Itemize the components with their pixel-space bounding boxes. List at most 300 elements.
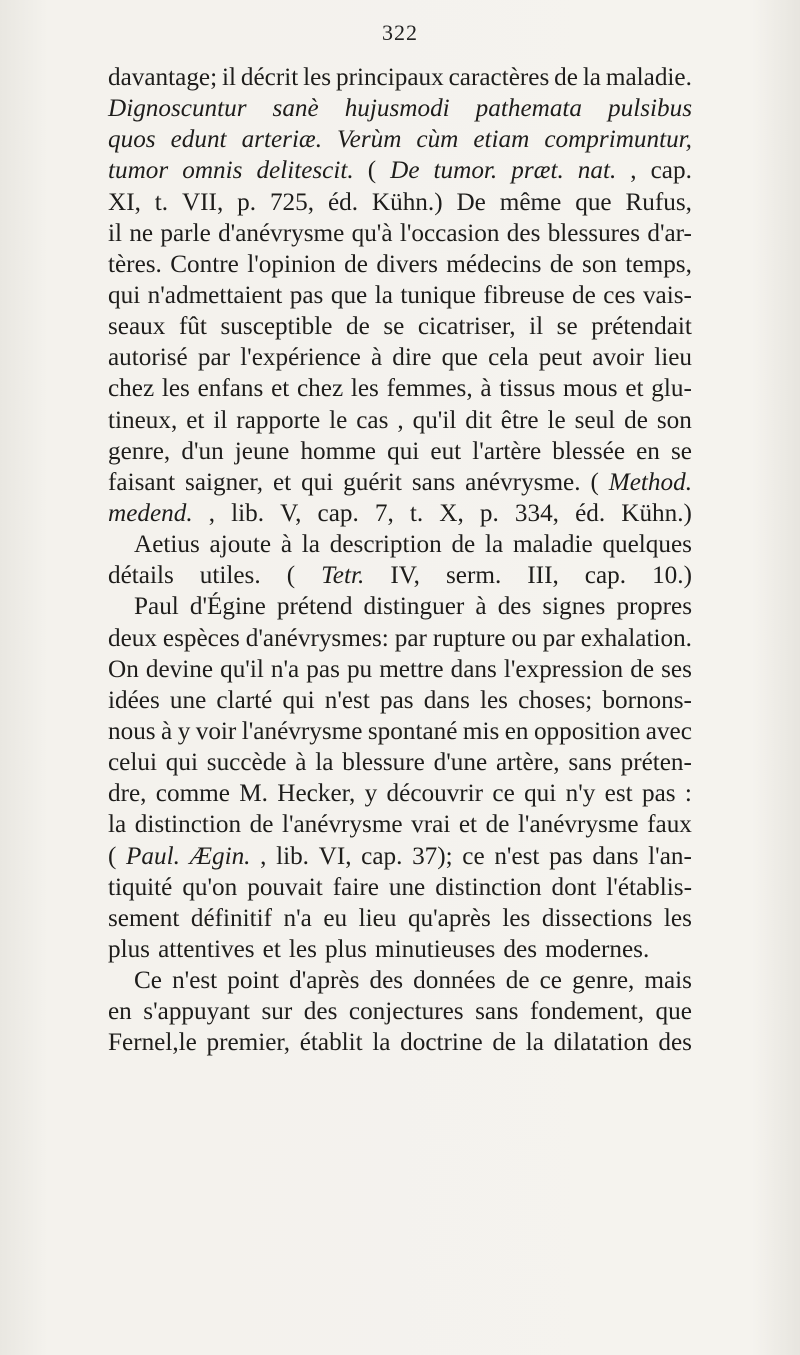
text-word: la (374, 281, 393, 309)
text-word: d'Égine (189, 593, 266, 621)
text-word: exhalation. (580, 624, 692, 652)
text-word: Contre (170, 250, 239, 278)
text-line (108, 529, 692, 560)
text-word: la (301, 531, 320, 559)
text-word: qu'il (412, 406, 457, 434)
text-word: n'est (172, 967, 218, 995)
text-word: Rufus, (625, 188, 692, 216)
text-word: 10.) (652, 562, 692, 590)
text-word: et (458, 811, 478, 839)
text-word: seul (574, 406, 616, 434)
text-word: , (397, 406, 404, 434)
text-word: minutieuses (375, 935, 496, 963)
text-line (108, 373, 692, 404)
text-word: serm. (446, 562, 502, 590)
text-word: faux (647, 811, 692, 839)
text-word: de (451, 531, 476, 559)
text-word: III, (527, 562, 559, 590)
text-word: eut (430, 437, 462, 465)
text-word: de (505, 967, 530, 995)
text-word: cap. (650, 157, 692, 185)
text-word: qu'à (351, 219, 393, 247)
text-word: dire (392, 344, 432, 372)
text-word: une (169, 686, 207, 714)
body-text (108, 62, 692, 1059)
text-word: la (582, 64, 601, 91)
text-word: de (249, 811, 274, 839)
text-line (108, 124, 692, 155)
text-word: de (492, 1029, 517, 1057)
text-word: une (388, 873, 426, 901)
text-line (108, 903, 692, 934)
text-word: autorisé (108, 344, 188, 372)
text-word: ce (462, 842, 485, 870)
text-word: fût (178, 313, 207, 341)
text-word: femmes, (386, 375, 473, 403)
text-word: Aetius (134, 531, 200, 559)
text-word: pas (641, 780, 676, 808)
text-word: Kühn.) (371, 188, 443, 216)
text-word: des (506, 219, 541, 247)
text-word: n'est (324, 686, 370, 714)
text-word: Hecker, (277, 780, 356, 808)
text-word: prétend (276, 593, 353, 621)
text-word: espèces (162, 624, 240, 652)
text-word: cap. (317, 499, 359, 527)
text-word: nous (108, 717, 156, 745)
text-word: dont (551, 873, 597, 901)
text-word: se (383, 313, 405, 341)
text-line (108, 342, 692, 373)
text-word: et (272, 468, 292, 496)
text-line (108, 218, 692, 249)
text-word: 334, (514, 499, 559, 527)
text-word: s'appuyant (143, 998, 250, 1026)
text-word: l'expression (503, 655, 624, 683)
text-word: son (656, 406, 692, 434)
text-word: de (624, 406, 648, 434)
text-word: préten- (620, 749, 692, 777)
text-word: peut (538, 344, 583, 372)
text-word: mous (563, 375, 618, 403)
text-word: comprimuntur, (544, 126, 692, 154)
text-word: ( (367, 157, 377, 185)
text-word: Paul (134, 593, 179, 621)
text-word: l'expérience (240, 344, 361, 372)
text-word: l'an- (648, 842, 692, 870)
text-word: dit (465, 406, 492, 434)
text-word: Kühn.) (621, 499, 692, 527)
text-word: il (529, 313, 544, 341)
text-line (108, 965, 692, 996)
text-word: parle (160, 219, 211, 247)
text-word: anévrysme. (465, 468, 581, 496)
text-word: de (549, 250, 574, 278)
text-word: de (572, 281, 596, 309)
text-word: que (575, 188, 612, 216)
text-word: blessée (552, 437, 625, 465)
text-word: description (329, 531, 442, 559)
text-line (108, 685, 692, 716)
text-word: et (262, 935, 281, 963)
text-line (108, 716, 692, 747)
text-line (108, 560, 692, 591)
text-word: pulsibus (608, 95, 692, 123)
text-word: seaux (108, 313, 166, 341)
text-word: les (303, 64, 332, 91)
text-word: et (625, 375, 644, 403)
text-word: qui (387, 437, 420, 465)
text-word: la (108, 811, 127, 839)
text-word: éd. (575, 499, 606, 527)
text-word: faire (332, 873, 379, 901)
text-word: ces (603, 281, 636, 309)
text-word: être (500, 406, 539, 434)
text-word: lieu (358, 904, 397, 932)
text-word: avoir (592, 344, 645, 372)
text-word: des (497, 593, 532, 621)
text-word: les (288, 935, 317, 963)
text-word: nat. (577, 157, 617, 185)
text-word: t. (154, 188, 169, 216)
text-word: fondement, (530, 998, 645, 1026)
text-word: tunique (400, 281, 476, 309)
text-word: des (369, 967, 404, 995)
text-word: la (484, 531, 504, 559)
text-line (108, 778, 692, 809)
text-line (108, 934, 692, 965)
text-word: son (582, 250, 618, 278)
text-word: t. (409, 499, 424, 527)
text-word: jeune (234, 437, 290, 465)
text-word: dans (592, 842, 639, 870)
text-word: par (394, 624, 427, 652)
text-word: dissections (541, 904, 653, 932)
text-word: par (542, 624, 575, 652)
text-word: la (372, 1029, 391, 1057)
text-word: tineux, (108, 406, 178, 434)
text-word: à (280, 531, 293, 559)
text-word: sans (568, 749, 612, 777)
text-word: se (556, 313, 578, 341)
text-word: 725, (269, 188, 315, 216)
text-word: d'une (433, 749, 488, 777)
text-word: pathemata (475, 95, 583, 123)
text-word: y (177, 717, 191, 745)
text-word: qu'après (407, 904, 491, 932)
text-line (108, 809, 692, 840)
text-word: eu (323, 904, 348, 932)
text-word: pas (289, 281, 324, 309)
text-word: que (441, 344, 478, 372)
text-word: vrai (411, 811, 451, 839)
text-word: susceptible (220, 313, 333, 341)
text-line (108, 405, 692, 436)
text-word: les (480, 686, 508, 714)
text-word: spontané (367, 717, 458, 745)
text-word: chez (108, 375, 155, 403)
text-word: deux (108, 624, 157, 652)
text-word: n'a (283, 904, 312, 932)
text-line (108, 93, 692, 124)
text-word: l'anévrysme (517, 811, 639, 839)
text-line (108, 436, 692, 467)
text-word: par (197, 344, 231, 372)
text-word: le (329, 406, 348, 434)
text-word: VII, (181, 188, 224, 216)
text-word: les (663, 904, 692, 932)
text-word: à (475, 593, 487, 621)
text-word: sans (475, 998, 519, 1026)
text-word: ( (108, 842, 117, 870)
text-line (108, 1027, 692, 1058)
text-line (108, 872, 692, 903)
text-word: ou (511, 624, 537, 652)
text-word: d'anévrysme (218, 219, 345, 247)
text-word: 7, (374, 499, 394, 527)
text-word: rupture (432, 624, 506, 652)
text-word: tères. (108, 250, 162, 278)
text-word: l'occasion (399, 219, 500, 247)
text-line (108, 623, 692, 654)
text-word: en (504, 717, 529, 745)
text-word: à (370, 344, 383, 372)
text-word: lieu (654, 344, 692, 372)
text-word: tiquité (108, 873, 173, 901)
text-word: découvrir (386, 780, 484, 808)
text-word: quos (108, 126, 156, 154)
text-word: qui (301, 468, 334, 496)
text-word: lib. (276, 842, 309, 870)
text-word: doctrine (400, 1029, 483, 1057)
text-word: glu- (651, 375, 692, 403)
text-word: de (346, 313, 370, 341)
text-word: enfans (197, 375, 264, 403)
text-word: Method. (608, 468, 692, 496)
text-word: voir (195, 717, 237, 745)
page-number: 322 (382, 20, 418, 45)
text-word: : (684, 780, 692, 808)
text-word: pu (346, 655, 373, 683)
text-word: rapporte (236, 406, 321, 434)
text-word: de (485, 811, 510, 839)
text-word: données (413, 967, 496, 995)
text-word: V, (280, 499, 302, 527)
text-word: Dignoscuntur (108, 95, 247, 123)
text-word: succède (206, 749, 287, 777)
text-word: quelques (602, 531, 692, 559)
text-word: comme (155, 780, 230, 808)
text-word: tumor. (433, 157, 498, 185)
text-word: dans (450, 655, 497, 683)
text-word: davantage; (108, 64, 218, 91)
text-word: l'anévrysme (281, 811, 403, 839)
text-word: Fernel,le (108, 1029, 197, 1057)
text-word: genre, (572, 967, 635, 995)
text-line (108, 841, 692, 872)
text-word: les (350, 375, 379, 403)
text-word: conjectures (348, 998, 464, 1026)
text-word: ne (129, 219, 154, 247)
text-word: à (295, 749, 307, 777)
text-word: détails (108, 562, 174, 590)
text-word: opposition (533, 717, 641, 745)
text-word: distinction (435, 873, 542, 901)
text-word: qu'on (182, 873, 238, 901)
text-word: Tetr. (321, 562, 365, 590)
text-word: Verùm (337, 126, 402, 154)
text-word: que (655, 998, 692, 1026)
text-word: fibreuse (483, 281, 565, 309)
text-word: qui (108, 281, 141, 309)
text-word: p. (479, 499, 499, 527)
text-word: il (221, 64, 236, 91)
text-word: pas (380, 686, 414, 714)
text-word: temps, (625, 250, 692, 278)
text-word: pas (306, 655, 340, 683)
text-word: bornons- (602, 686, 692, 714)
text-word: , (630, 157, 637, 185)
text-word: l'anévrysme (241, 717, 363, 745)
text-word: le (547, 406, 566, 434)
text-word: définitif (190, 904, 273, 932)
text-word: delitescit. (256, 157, 354, 185)
text-word: n'a (270, 655, 300, 683)
text-line (108, 654, 692, 685)
text-word: mettre (379, 655, 444, 683)
text-word: cas (356, 406, 389, 434)
text-word: On (108, 655, 139, 683)
text-word: plus (324, 935, 367, 963)
text-word: l'opinion (247, 250, 336, 278)
text-word: les (502, 904, 531, 932)
text-word: dre, (108, 780, 147, 808)
text-word: se (671, 437, 692, 465)
text-word: guérit (343, 468, 402, 496)
text-word: tissus (499, 375, 556, 403)
text-word: ce (492, 780, 515, 808)
text-word: ( (590, 468, 599, 496)
text-word: d'anévrysmes: (245, 624, 389, 652)
text-word: blessure (342, 749, 425, 777)
text-word: etiam (473, 126, 530, 154)
text-word: sur (261, 998, 293, 1026)
text-word: genre, (108, 437, 171, 465)
text-word: à (161, 717, 173, 745)
text-word: modernes. (545, 935, 650, 963)
text-word: avec (645, 717, 692, 745)
text-word: præt. (511, 157, 564, 185)
text-word: lib. (231, 499, 265, 527)
text-word: edunt (170, 126, 227, 154)
text-word: VI, (318, 842, 352, 870)
text-word: la (315, 749, 334, 777)
text-word: attentives (158, 935, 255, 963)
text-word: faisant (108, 468, 176, 496)
text-word: mis (462, 717, 500, 745)
text-word: l'établis- (606, 873, 692, 901)
text-word: les (161, 375, 190, 403)
text-word: même (499, 188, 562, 216)
text-word: choses; (518, 686, 593, 714)
text-word: cicatriser, (417, 313, 516, 341)
text-word: ajoute (209, 531, 272, 559)
text-word: mais (644, 967, 692, 995)
text-word: et (186, 406, 205, 434)
text-word: en (636, 437, 660, 465)
text-word: Ægin. (189, 842, 251, 870)
text-word: qui (165, 749, 198, 777)
text-word: 37); (412, 842, 453, 870)
text-word: saigner, (185, 468, 264, 496)
text-line (108, 467, 692, 498)
text-word: ses (661, 655, 692, 683)
text-word: clarté (216, 686, 273, 714)
text-word: idées (108, 686, 160, 714)
text-line (108, 155, 692, 186)
text-word: des (503, 935, 537, 963)
text-word: omnis (182, 157, 243, 185)
text-word: ( (286, 562, 296, 590)
text-word: que (330, 281, 368, 309)
text-line (108, 249, 692, 280)
text-word: blessures (547, 219, 641, 247)
text-word: y (364, 780, 378, 808)
text-word: n'est (494, 842, 540, 870)
text-line (108, 498, 692, 529)
text-word: maladie. (605, 64, 692, 91)
text-word: devine (145, 655, 214, 683)
text-line (108, 591, 692, 622)
text-word: établit (299, 1029, 363, 1057)
text-word: signes (542, 593, 606, 621)
text-word: vais- (642, 281, 692, 309)
text-word: de (630, 655, 655, 683)
text-word: pouvait (247, 873, 323, 901)
text-word: dans (423, 686, 470, 714)
text-line (108, 187, 692, 218)
text-word: d'un (181, 437, 224, 465)
text-line (108, 747, 692, 778)
text-word: ce (539, 967, 562, 995)
text-word: p. (237, 188, 257, 216)
text-line (108, 311, 692, 342)
text-word: des (303, 998, 338, 1026)
text-word: il (108, 219, 122, 247)
text-word: qui (282, 686, 315, 714)
text-word: divers (376, 250, 438, 278)
text-line (108, 996, 692, 1027)
text-line (108, 280, 692, 311)
text-word: , (260, 842, 267, 870)
text-word: il (213, 406, 228, 434)
text-word: artère, (495, 749, 560, 777)
text-word: cela (488, 344, 529, 372)
text-word: caractères (448, 64, 550, 91)
text-word: plus (108, 935, 150, 963)
text-word: en (108, 998, 132, 1026)
text-word: des (658, 1029, 692, 1057)
text-word: point (227, 967, 280, 995)
text-word: cap. (584, 562, 627, 590)
text-word: de (554, 64, 578, 91)
text-word: chez (297, 375, 344, 403)
text-word: medend. (108, 499, 193, 527)
text-word: X, (439, 499, 464, 527)
text-word: distinction (134, 811, 242, 839)
text-word: premier, (206, 1029, 291, 1057)
text-word: celui (108, 749, 157, 777)
